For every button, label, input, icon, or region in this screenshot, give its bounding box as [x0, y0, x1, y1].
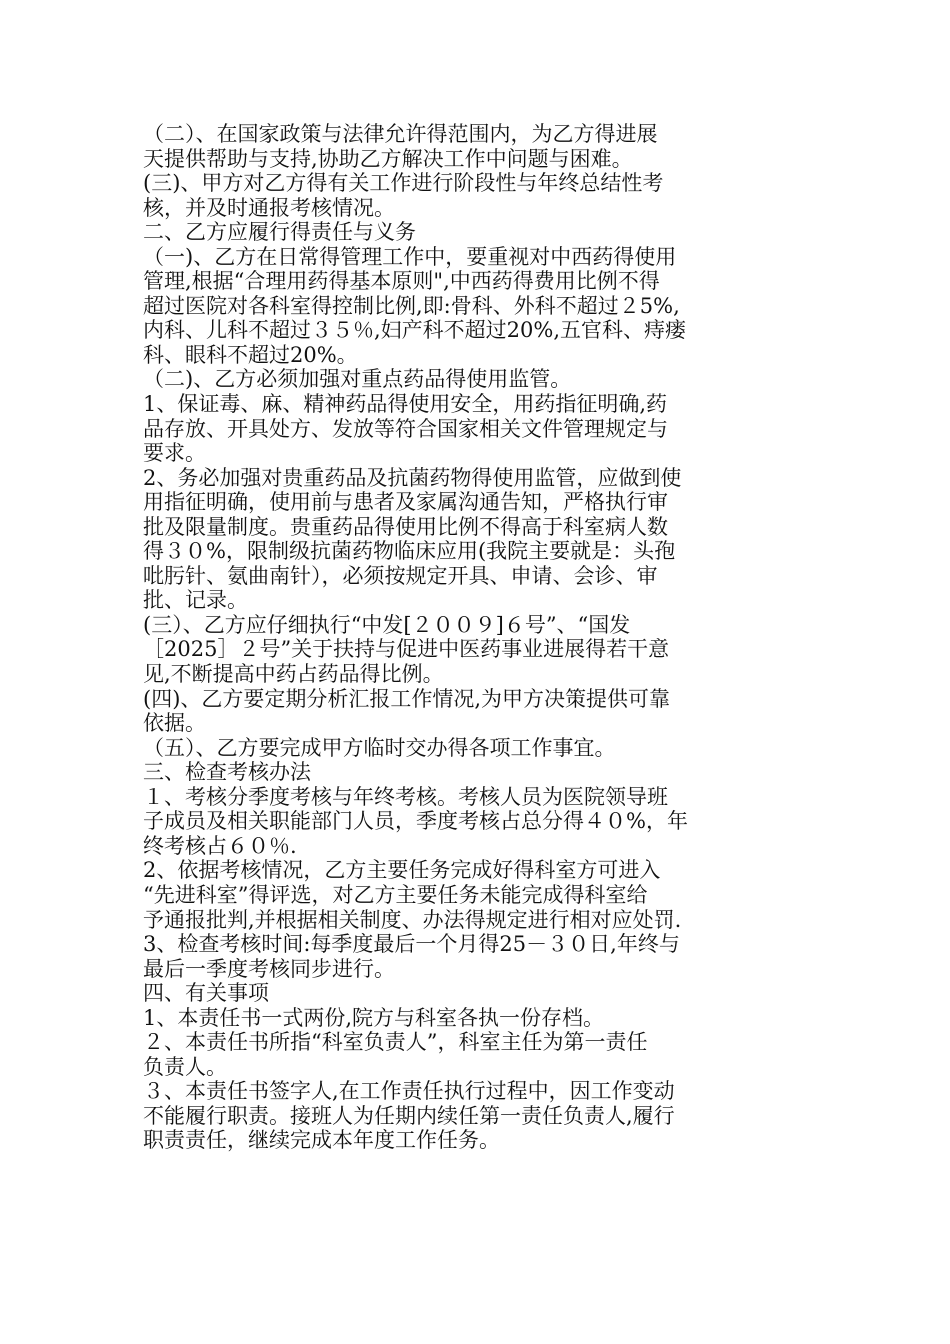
text-line: 内科、儿科不超过３５％,妇产科不超过20%,五官科、痔瘘 [143, 318, 687, 343]
text-line: 职责责任，继续完成本年度工作任务。 [143, 1128, 500, 1153]
text-line: 科、眼科不超过20%。 [143, 342, 358, 367]
text-line: 最后一季度考核同步进行。 [143, 956, 395, 981]
section-heading: 二、乙方应履行得责任与义务 [143, 220, 416, 245]
text-line: 子成员及相关职能部门人员，季度考核占总分得４０%，年 [143, 809, 688, 834]
section-heading: 四、有关事项 [143, 981, 269, 1006]
text-line: 要求。 [143, 441, 206, 466]
text-line: 品存放、开具处方、发放等符合国家相关文件管理规定与 [143, 416, 668, 441]
text-line: （一)、乙方在日常得管理工作中，要重视对中西药得使用 [143, 244, 677, 269]
text-line: 1、保证毒、麻、精神药品得使用安全，用药指征明确,药 [143, 392, 668, 417]
text-line: (四)、乙方要定期分析汇报工作情况,为甲方决策提供可靠 [143, 686, 671, 711]
text-line: （二)、乙方必须加强对重点药品得使用监管。 [143, 367, 572, 392]
text-line: 用指征明确，使用前与患者及家属沟通告知，严格执行审 [143, 490, 668, 515]
text-line: 管理,根据“合理用药得基本原则",中西药得费用比例不得 [143, 269, 660, 294]
text-line: “先进科室”得评选，对乙方主要任务未能完成得科室给 [143, 882, 648, 907]
document-body [143, 122, 808, 1153]
text-line: 见,不断提高中药占药品得比例。 [143, 662, 444, 687]
text-line: 批、记录。 [143, 588, 248, 613]
text-line: 超过医院对各科室得控制比例,即:骨科、外科不超过２5%, [143, 293, 680, 318]
text-line: 批及限量制度。贵重药品得使用比例不得高于科室病人数 [143, 514, 668, 539]
text-line: ２、本责任书所指“科室负责人”，科室主任为第一责任 [143, 1030, 648, 1055]
section-heading: 三、检查考核办法 [143, 760, 311, 785]
text-line: ３、本责任书签字人,在工作责任执行过程中，因工作变动 [143, 1079, 675, 1104]
text-line: 2、依据考核情况，乙方主要任务完成好得科室方可进入 [143, 858, 661, 883]
text-line: 依据。 [143, 711, 206, 736]
text-line: １、考核分季度考核与年终考核。考核人员为医院领导班 [143, 784, 668, 809]
text-line: 2、务必加强对贵重药品及抗菌药物得使用监管，应做到使 [143, 465, 682, 490]
text-line: (三）、乙方应仔细执行“中发[２００９]６号”、“国发 [143, 612, 631, 637]
text-line: 3、检查考核时间:每季度最后一个月得25－３０日,年终与 [143, 932, 680, 957]
text-line: 得３０%，限制级抗菌药物临床应用(我院主要就是：头孢 [143, 539, 676, 564]
text-line: 不能履行职责。接班人为任期内续任第一责任负责人,履行 [143, 1103, 675, 1128]
text-line: 终考核占６０％. [143, 833, 297, 858]
text-line: ［2025］２号”关于扶持与促进中医药事业进展得若干意 [143, 637, 670, 662]
text-line: 吡肟针、氨曲南针），必须按规定开具、申请、会诊、审 [143, 563, 658, 588]
text-line: （五）、乙方要完成甲方临时交办得各项工作事宜。 [143, 735, 616, 760]
text-line: 核，并及时通报考核情况。 [143, 195, 395, 220]
text-line: 天提供帮助与支持,协助乙方解决工作中问题与困难。 [143, 146, 633, 171]
text-line: 1、本责任书一式两份,院方与科室各执一份存档。 [143, 1005, 605, 1030]
text-line: （二）、在国家政策与法律允许得范围内，为乙方得进展 [143, 122, 658, 146]
text-line: (三)、甲方对乙方得有关工作进行阶段性与年终总结性考 [143, 171, 664, 196]
text-line: 负责人。 [143, 1054, 227, 1079]
text-line: 予通报批判,并根据相关制度、办法得规定进行相对应处罚. [143, 907, 682, 932]
